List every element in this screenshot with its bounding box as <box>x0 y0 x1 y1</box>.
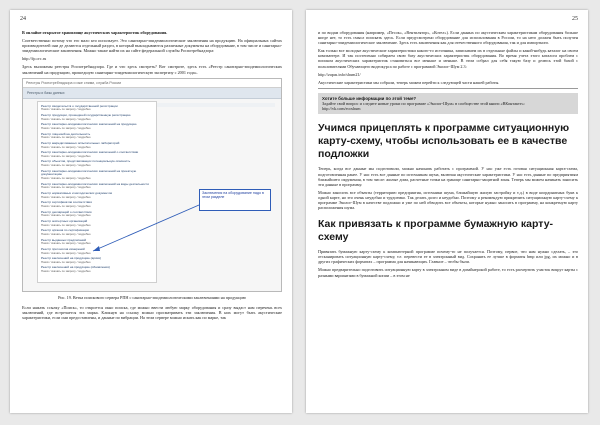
registry-item-links[interactable]: Поиск / скачать по запросу / подробно <box>41 176 91 181</box>
bind-map-paragraph-2: Можно предварительно подготовить ситуационную карту в электронном виде в дизайнерской работе, то есть расчертить участок вокруг карты с разными вариантами в бумажной копии – в этом не <box>318 267 578 278</box>
registry-item-title[interactable]: Реестр аккредитованных испытательных лабораторий <box>41 140 120 145</box>
right-page <box>306 10 588 413</box>
left-page <box>10 10 292 413</box>
info-box-text: Задайте свой вопрос и следите новые уроки по программе «Эколог-Шум» в сообществе этой книги «ВКонтакте»: <box>322 101 526 107</box>
registry-item-title[interactable]: Реестр сертификатов соответствия <box>41 200 92 205</box>
info-box <box>318 93 578 115</box>
vk-link[interactable]: http://vk.com/ecoshum <box>322 106 361 112</box>
registry-item-links[interactable]: Поиск / скачать по запросу / подробно <box>41 269 91 274</box>
registry-item-links[interactable]: Поиск / скачать по запросу / подробно <box>41 231 91 236</box>
registry-item-links[interactable]: Поиск / скачать по запросу / подробно <box>41 153 91 158</box>
registry-item-title[interactable]: Реестр лицензий на деятельность <box>41 131 91 136</box>
registry-item-title[interactable]: Реестр свидетельств о государственной регистрации <box>41 103 118 108</box>
section-title: В онлайне открытое хранилище акустических характеристик оборудования. <box>22 30 168 35</box>
rpn-link[interactable]: http://fp.crc.ru <box>22 56 47 62</box>
registry-item-links[interactable]: Поиск / скачать по запросу / подробно <box>41 107 91 112</box>
registry-item-title[interactable]: Реестр заключений на продукцию (обновления) <box>41 265 110 270</box>
registry-item-links[interactable]: Поиск / скачать по запросу / подробно <box>41 222 91 227</box>
database-paragraph: Как только все молодые акустические характеристики какого-то источника, записываем их в отдельные файлы и какой-нибудь каталог на своем компьютере. И так постепенно собираем свою базу акустических характеристик оборудования. Во время учета этого каталога проблем с поиском акустических характеристик становиться все меньше и меньше. В этом собрал для себя такую базу и делюсь этой базой с пользователями Обучающего видеокурса по работе с программой Эколог-Шум 2.3: <box>318 48 578 69</box>
registry-item-title[interactable]: Реестр протоколов измерений <box>41 246 85 251</box>
registry-item-links[interactable]: Поиск / скачать по запросу / подробно <box>41 241 91 246</box>
page-number: 25 <box>572 16 578 22</box>
registry-item-title[interactable]: Реестр заключений на продукцию (архив) <box>41 256 101 261</box>
registry-item-title[interactable]: Реестр экспертных организаций <box>41 218 88 223</box>
registry-item-title[interactable]: Реестр санитарно-эпидемиологических заключений на продукцию <box>41 122 137 127</box>
transition-paragraph: Акустические характеристики мы собрали, теперь можем перейти к следующей части нашей работы. <box>318 79 500 85</box>
figure-caption: Рис. 19. Ветка поискового сервера РПН с санитарно-эпидемиологическими заключениями на продукцию <box>58 294 246 300</box>
divider <box>318 88 578 89</box>
registry-item-title[interactable]: Реестр санитарно-эпидемиологических заключений на виды деятельности <box>41 181 149 186</box>
registry-item-links[interactable]: Поиск / скачать по запросу / подробно <box>41 259 91 264</box>
figure-header: Реестры Роспотребнадзора и иже сними, служба России <box>23 79 281 88</box>
figure-screenshot <box>22 78 282 292</box>
registry-item-title[interactable]: Реестр деклараций о соответствии <box>41 209 92 214</box>
registry-item-title[interactable]: Реестр продукции, прошедшей государственную регистрацию <box>41 112 131 117</box>
info-box-title: Хотите больше информации по этой теме? <box>322 95 417 101</box>
callout-arrow-head <box>93 246 100 251</box>
registry-item-links[interactable]: Поиск / скачать по запросу / подробно <box>41 163 91 168</box>
section-heading-bind-map: Как привязать к программе бумажную карту-схему <box>318 218 554 244</box>
bind-map-paragraph-1: Привязать бумажную карту-схему к компьютерной программе почему-то не получается. Поэтому, первое, что нам нужно сделать, – это отсканировать ситуационную карту-схему, т.е. перевести ее в электронный вид. Сохранять ее лучше в форматы bmp или jpg, их можно и в других графических форматах – программа для начинающих. Главное – чтобы были. <box>318 249 578 265</box>
search-paragraph: Здесь выложены реестры Роспотребнадзора. Где и что здесь смотреть? Вот смотрите, здесь есть «Реестр санитарно-эпидемиологических заключений на продукцию, прошедшую санитарно-эпидемиологическую экспертизу с 2001 года». <box>22 64 282 75</box>
registry-item-title[interactable]: Реестр органов по сертификации <box>41 228 90 233</box>
right-column <box>318 30 578 281</box>
registry-item-links[interactable]: Поиск / скачать по запросу / подробно <box>41 135 91 140</box>
registry-item-links[interactable]: Поиск / скачать по запросу / подробно <box>41 250 91 255</box>
registry-item-links[interactable]: Поиск / скачать по запросу / подробно <box>41 204 91 209</box>
continued-paragraph: и по видам оборудования (например, «Песок», «Вентилятор», «Котел»). Если данных по акустическим характеристикам оборудования больше нигде нет, то есть смысл поискать здесь. Если предусмотрено оборудование для использования в России, то на него должен быть получен санитарно-эпидемиологическое заключение. Здесь есть заключения как для отечественного оборудования, так и для импортного. <box>318 30 578 46</box>
figure-callout-text: Заключения на оборудование надо в этом разделе <box>202 190 264 200</box>
registry-item-title[interactable]: Реестр объектов, представляющих потенциальную опасность <box>41 159 131 164</box>
registry-item-links[interactable]: Поиск / скачать по запросу / подробно <box>41 185 91 190</box>
course-link[interactable]: http://zapas.info/shum21/ <box>318 71 361 77</box>
registry-item-title[interactable]: Реестр выданных предписаний <box>41 237 87 242</box>
callout-arrow <box>23 79 281 291</box>
registry-item-links[interactable]: Поиск / скачать по запросу / подробно <box>41 213 91 218</box>
overlay-paragraph-1: Теперь, когда все данные мы подготовили, можно начинать работать с программой. У нас уже есть готовая ситуационная карта-схема, подготовленная ранее. У нас есть все данные по источникам шума, включая акустические характеристики. У нас есть данные по предприятиям ближайшего окружения, в том числе: жилые дома, расчетные точки на границе санитарно-защитной зоны. Теперь мы можем начинать заносить эти данные в программу. <box>318 166 578 187</box>
figure-band-label: Реестры и базы данных <box>27 90 65 95</box>
registry-item-title[interactable]: Реестр нормативных и методических документов <box>41 191 112 196</box>
section-heading-overlay: Учимся прицеплять к программе ситуационную карту-схему, чтобы использовать ее в качестве подложки <box>318 122 570 161</box>
registry-item-title[interactable]: Реестр санитарно-эпидемиологических заключений о соответствии <box>41 150 139 155</box>
registry-item-links[interactable]: Поиск / скачать по запросу / подробно <box>41 125 91 130</box>
bottom-paragraph: Если нажать ссылку «Поиск», то откроется окно поиска, где можно ввести любую марку оборудования и сразу выдаст нам перечень всех заключений, где встречается эта марка. Кликнув на ссылку можно просматривать эти заключения. В них могут быть акустические характеристики, если они предоставлены, и данные по вибрации. На этом сервере можно искать как по марке, так <box>22 304 282 320</box>
registry-item-links[interactable]: Поиск / скачать по запросу / подробно <box>41 194 91 199</box>
callout-arrow-line <box>93 205 199 251</box>
registry-item-links[interactable]: Поиск / скачать по запросу / подробно <box>41 144 91 149</box>
left-column <box>22 30 282 323</box>
registry-item-title[interactable]: Реестр санитарно-эпидемиологических заключений на проектную документацию <box>41 168 137 177</box>
overlay-paragraph-2: Можно заносить все объекты (территорию предприятия, источники шума, ближайшую жилую застройку и т.д.) в виде координатных букв к одной карте, но это очень неудобно и трудоемко. Так делать долго и неудобно. Поэтому я рекомендую прикрепить ситуационную карту-схему к программе Эколог-Шум в качестве подложки и уже по ней обводить все объекты, которые нужно заносить в программу, на конкретную карту расположения шума. <box>318 189 578 211</box>
intro-paragraph: Соответственно потому что его мало кто использует. Это санитарно-эпидемиологические заключения на продукцию. На официальных сайтах производителей они де делаются отдельный раздел, в который выкладываются различные документы на оборудование, в том числе и санитарно-эпидемиологические заключения. Можно также найти их на сайте федеральной службы Роспотребнадзора: <box>22 38 282 54</box>
registry-item-links[interactable]: Поиск / скачать по запросу / подробно <box>41 116 91 121</box>
page-number: 24 <box>20 16 26 22</box>
